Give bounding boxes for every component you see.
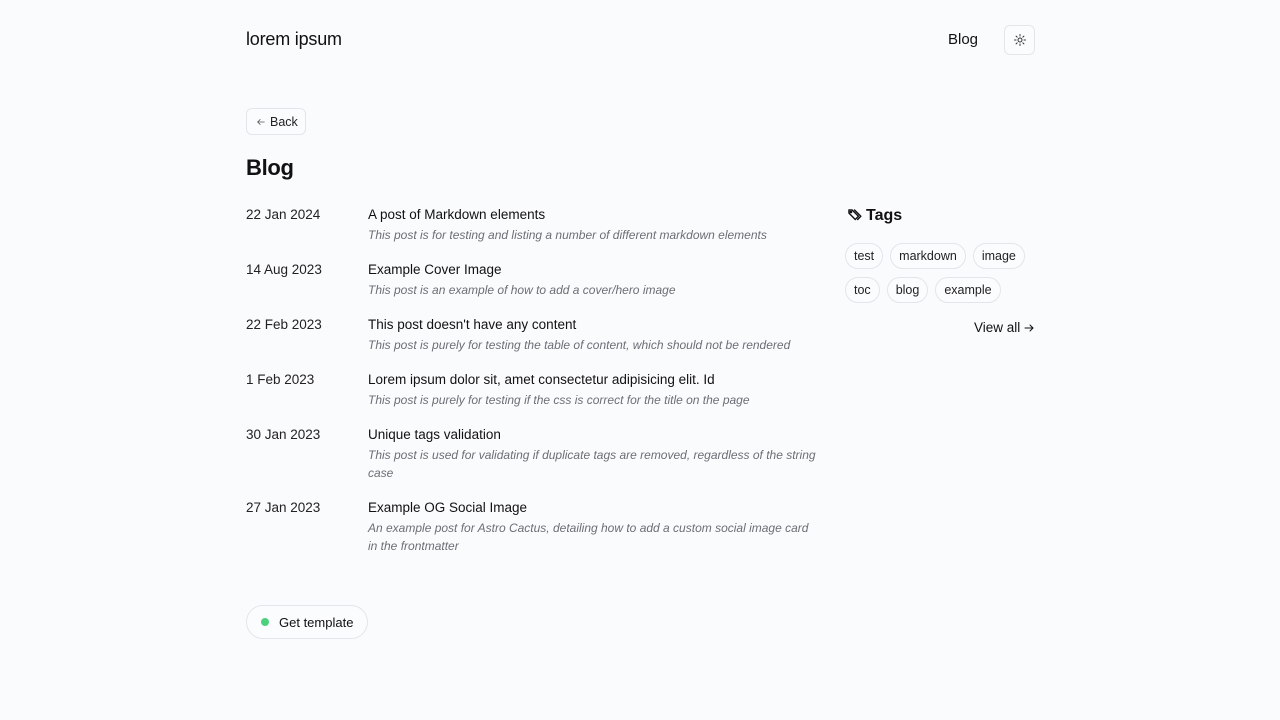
- post-title-link[interactable]: Lorem ipsum dolor sit, amet consectetur adipisicing elit. Id: [368, 372, 715, 387]
- post-title-link[interactable]: This post doesn't have any content: [368, 317, 577, 332]
- post-date: 27 Jan 2023: [246, 500, 321, 515]
- post-item: [246, 426, 821, 482]
- tag-icon: [845, 206, 864, 225]
- tag-chip[interactable]: blog: [887, 277, 929, 303]
- post-title-link[interactable]: Unique tags validation: [368, 427, 501, 442]
- nav-blog-link[interactable]: Blog: [948, 31, 979, 48]
- post-description: This post is purely for testing if the css is correct for the title on the page: [368, 393, 750, 407]
- tag-chip[interactable]: image: [973, 243, 1025, 269]
- post-list: [246, 206, 821, 572]
- post-description: An example post for Astro Cactus, detailing how to add a custom social image card in the frontmatter: [368, 521, 809, 553]
- view-all-label: View all: [974, 320, 1021, 335]
- theme-toggle-button[interactable]: [1004, 25, 1035, 55]
- post-title-link[interactable]: Example Cover Image: [368, 262, 502, 277]
- post-date: 22 Feb 2023: [246, 317, 322, 332]
- status-dot: [261, 618, 269, 626]
- post-date: 30 Jan 2023: [246, 427, 321, 442]
- tag-chip[interactable]: markdown: [890, 243, 966, 269]
- post-item: [246, 316, 821, 354]
- post-date: 22 Jan 2024: [246, 207, 321, 222]
- post-description: This post is used for validating if duplicate tags are removed, regardless of the string case: [368, 448, 816, 480]
- post-item: [246, 499, 821, 555]
- tags-heading-label: Tags: [866, 206, 903, 224]
- post-title-link[interactable]: A post of Markdown elements: [368, 207, 546, 222]
- post-description: This post is an example of how to add a cover/hero image: [368, 283, 676, 297]
- tag-chip[interactable]: toc: [845, 277, 880, 303]
- post-date: 1 Feb 2023: [246, 372, 315, 387]
- arrow-left-icon: [256, 117, 266, 127]
- post-date: 14 Aug 2023: [246, 262, 322, 277]
- tag-chip[interactable]: example: [935, 277, 1000, 303]
- get-template-button[interactable]: [246, 605, 368, 639]
- site-title[interactable]: lorem ipsum: [246, 29, 342, 49]
- tag-chip[interactable]: test: [845, 243, 883, 269]
- sun-icon: [1014, 34, 1026, 46]
- tags-heading: [845, 206, 902, 225]
- tag-list: [845, 243, 1035, 303]
- post-item: [246, 371, 821, 409]
- get-template-label: Get template: [279, 614, 354, 630]
- post-description: This post is purely for testing the table of content, which should not be rendered: [368, 338, 791, 352]
- post-description: This post is for testing and listing a number of different markdown elements: [368, 228, 767, 242]
- page-title: Blog: [246, 155, 294, 180]
- back-label: Back: [270, 114, 298, 129]
- post-item: [246, 261, 821, 299]
- view-all-tags-link[interactable]: [974, 320, 1035, 335]
- post-title-link[interactable]: Example OG Social Image: [368, 500, 528, 515]
- post-item: [246, 206, 821, 244]
- back-button[interactable]: [246, 108, 306, 135]
- arrow-right-icon: [1023, 322, 1035, 334]
